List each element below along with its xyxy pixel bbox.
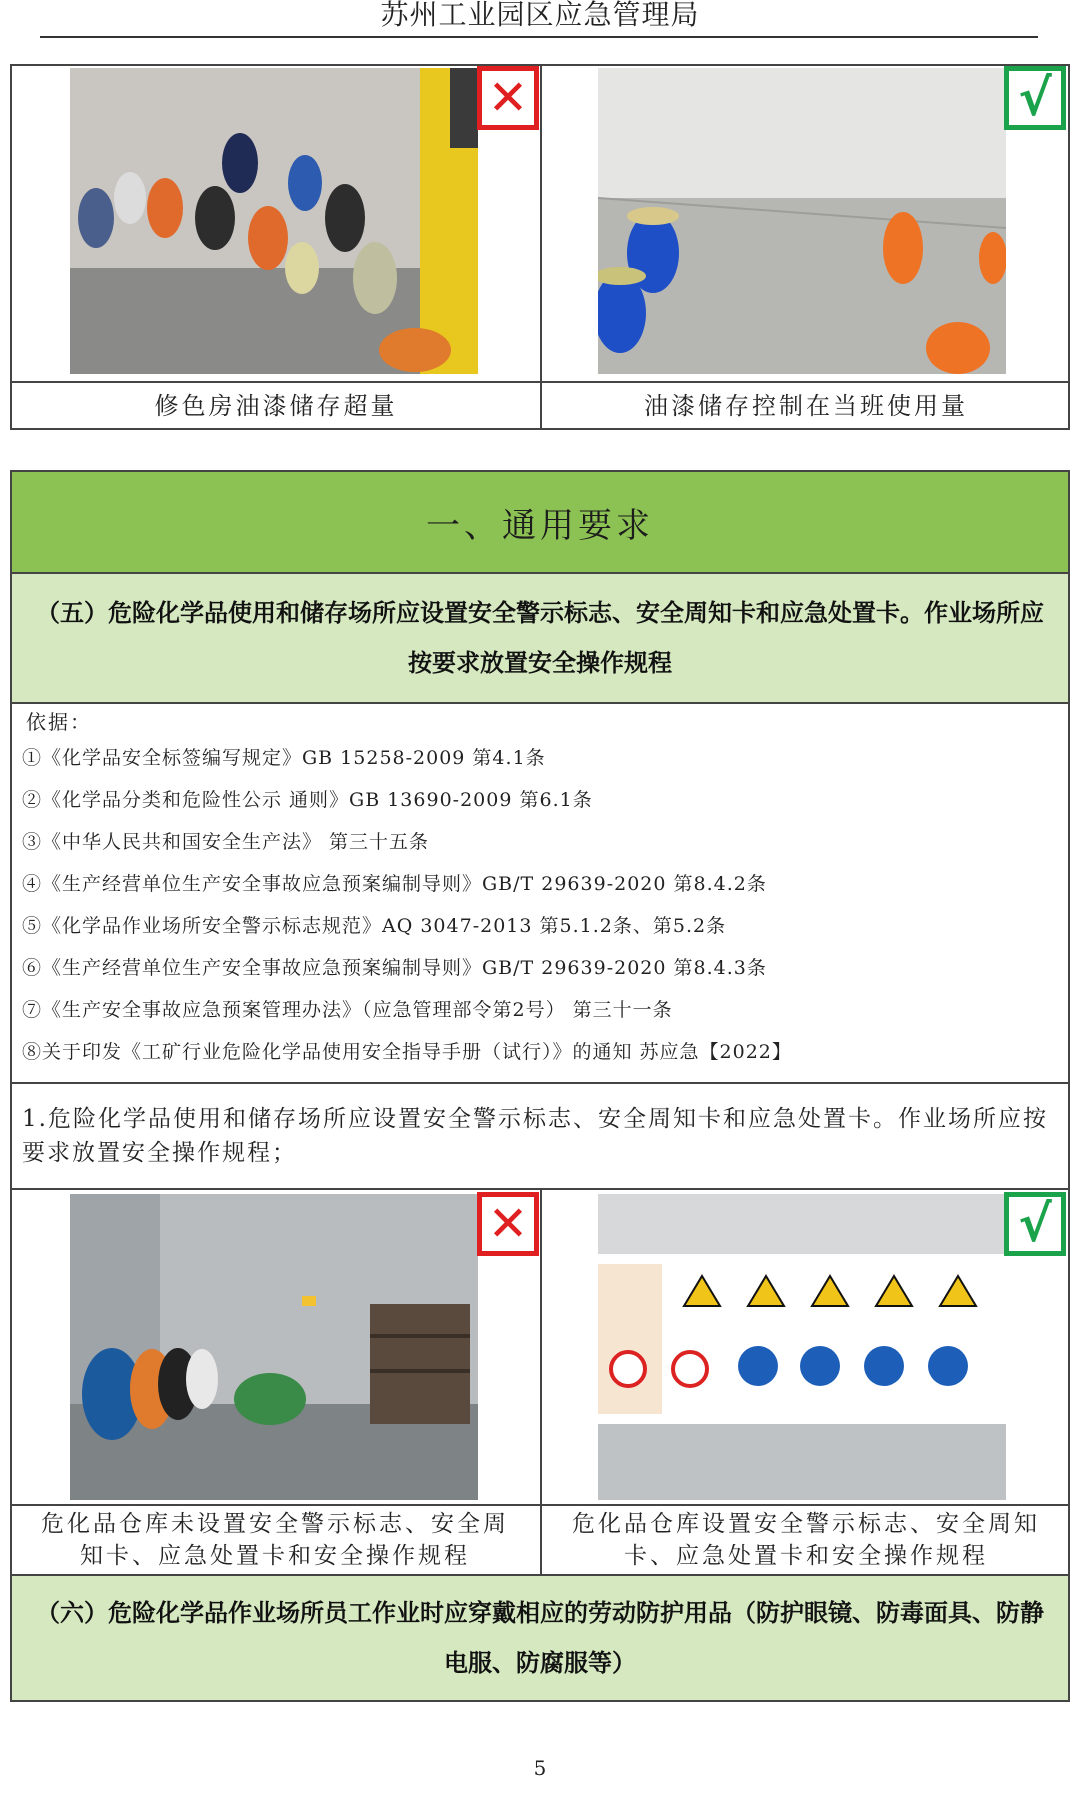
document-header-title: 苏州工业园区应急管理局 <box>380 0 700 31</box>
section-title-band <box>10 470 1070 574</box>
basis-title: 依据： <box>26 710 92 734</box>
item6-heading: （六）危险化学品作业场所员工作业时应穿戴相应的劳动防护用品（防护眼镜、防毒面具、防静电服、防腐服等） <box>10 1574 1070 1702</box>
bottom-table-caption-rule <box>10 1504 1070 1506</box>
bottom-right-caption: 危化品仓库设置安全警示标志、安全周知卡、应急处置卡和安全操作规程 <box>572 1511 1040 1569</box>
bottom-table-divider <box>540 1188 542 1576</box>
item5-heading: （五）危险化学品使用和储存场所应设置安全警示标志、安全周知卡和应急处置卡。作业场所应按要求放置安全操作规程 <box>10 572 1070 704</box>
basis-item: ⑤《化学品作业场所安全警示标志规范》AQ 3047-2013 第5.1.2条、第5.2条 <box>22 915 727 937</box>
top-table-divider <box>540 64 542 430</box>
basis-item: ⑦《生产安全事故应急预案管理办法》（应急管理部令第2号） 第三十一条 <box>22 999 673 1021</box>
check-mark-icon: √ <box>1004 1192 1066 1256</box>
wrong-mark-icon: ✕ <box>477 66 539 130</box>
basis-item: ⑧关于印发《工矿行业危险化学品使用安全指导手册（试行）》的通知 苏应急【2022】 <box>22 1041 792 1063</box>
basis-item: ③《中华人民共和国安全生产法》 第三十五条 <box>22 831 430 853</box>
basis-item: ②《化学品分类和危险性公示 通则》GB 13690-2009 第6.1条 <box>22 789 593 811</box>
basis-list <box>22 740 792 1076</box>
top-table-caption-rule <box>10 381 1070 383</box>
basis-item: ①《化学品安全标签编写规定》GB 15258-2009 第4.1条 <box>22 747 546 769</box>
paint-controlled-photo <box>598 68 1006 374</box>
top-left-caption: 修色房油漆储存超量 <box>154 392 398 420</box>
basis-item: ④《生产经营单位生产安全事故应急预案编制导则》GB/T 29639-2020 第8.4.2条 <box>22 873 767 895</box>
basis-item: ⑥《生产经营单位生产安全事故应急预案编制导则》GB/T 29639-2020 第8.4.3条 <box>22 957 767 979</box>
warehouse-with-signs-photo <box>598 1194 1006 1500</box>
check-mark-icon: √ <box>1004 66 1066 130</box>
header-rule <box>40 36 1038 38</box>
requirement-1-text: 1.危险化学品使用和储存场所应设置安全警示标志、安全周知卡和应急处置卡。作业场所应按要求放置安全操作规程； <box>22 1106 1048 1166</box>
paint-storage-excess-photo <box>70 68 478 374</box>
bottom-left-caption: 危化品仓库未设置安全警示标志、安全周知卡、应急处置卡和安全操作规程 <box>41 1511 509 1569</box>
page-number: 5 <box>533 1756 547 1780</box>
wrong-mark-icon: ✕ <box>477 1192 539 1256</box>
warehouse-no-signs-photo <box>70 1194 478 1500</box>
section-title: 一、通用要求 <box>426 505 654 546</box>
top-right-caption: 油漆储存控制在当班使用量 <box>644 392 968 420</box>
